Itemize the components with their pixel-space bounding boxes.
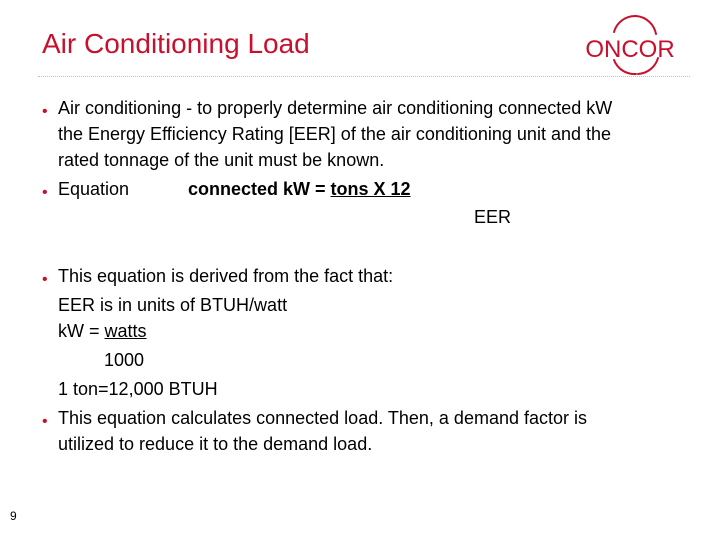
bullet-marker: • xyxy=(42,184,48,201)
bullet-marker: • xyxy=(42,103,48,120)
equation-formula xyxy=(188,178,411,201)
equation-denominator: EER xyxy=(474,207,512,227)
bullet-marker: • xyxy=(42,413,48,430)
kw-lhs: kW = xyxy=(58,321,105,341)
bullet-1-line-1: Air conditioning - to properly determine air conditioning connected kW xyxy=(58,98,613,118)
bullet-3-line-1: This equation is derived from the fact that: xyxy=(58,266,394,286)
title-divider xyxy=(38,76,690,77)
logo-wordmark: ONCOR xyxy=(585,36,675,63)
eer-units-line: EER is in units of BTUH/watt xyxy=(58,295,288,315)
equation-label: Equation xyxy=(58,179,130,199)
equation-numerator: tons X 12 xyxy=(330,179,411,199)
bullet-1-line-2: the Energy Efficiency Rating [EER] of the air conditioning unit and the xyxy=(58,124,611,144)
oncor-logo xyxy=(578,14,682,76)
bullet-marker: • xyxy=(42,271,48,288)
slide-title: Air Conditioning Load xyxy=(42,28,310,59)
bullet-4-line-2: utilized to reduce it to the demand load. xyxy=(58,434,373,454)
ton-conversion-line: 1 ton=12,000 BTUH xyxy=(58,379,218,399)
bullet-4-line-1: This equation calculates connected load. Then, a demand factor is xyxy=(58,408,587,428)
kw-numerator: watts xyxy=(104,321,147,341)
kw-formula-line xyxy=(58,320,147,343)
kw-denominator: 1000 xyxy=(104,350,145,370)
bullet-1-line-3: rated tonnage of the unit must be known. xyxy=(58,150,385,170)
page-number: 9 xyxy=(10,509,17,523)
equation-lhs: connected kW = xyxy=(188,179,331,199)
